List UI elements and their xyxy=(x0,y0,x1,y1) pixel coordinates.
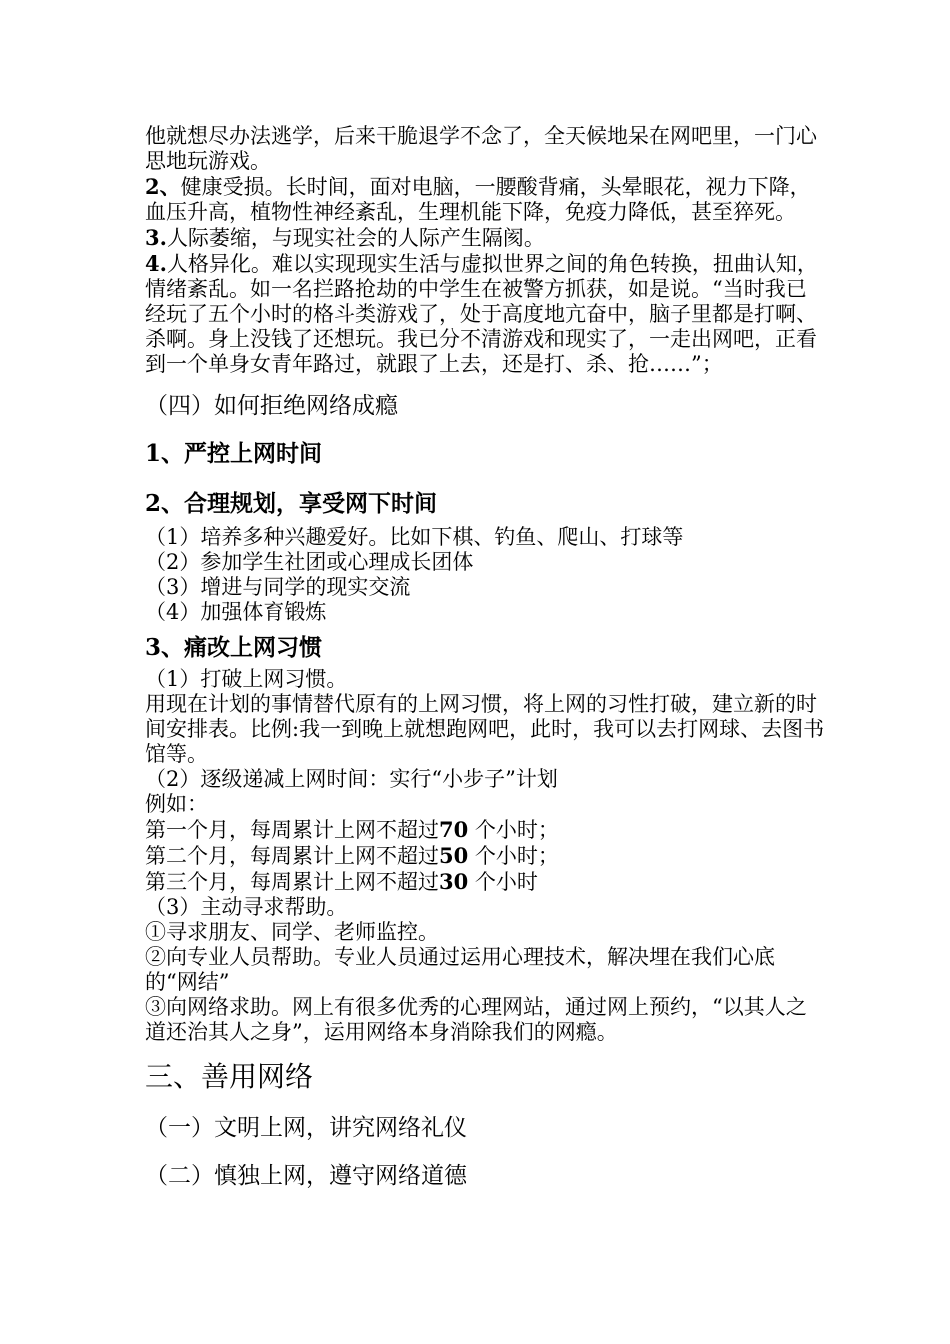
plan-text: 第二个月，每周累计上网不超过 xyxy=(145,844,439,868)
list-item: （3）增进与同学的现实交流 xyxy=(145,575,411,599)
item-text: 人际萎缩，与现实社会的人际产生隔阂。 xyxy=(166,226,545,250)
plan-unit: 个小时； xyxy=(474,844,559,868)
list-item: （2）参加学生社团或心理成长团体 xyxy=(145,550,474,574)
plan-unit: 个小时； xyxy=(474,818,559,842)
heading-refuse-addiction: （四）如何拒绝网络成瘾 xyxy=(145,393,398,419)
plan-hours: 30 xyxy=(439,869,469,894)
change-habits-section xyxy=(145,667,825,1045)
heading-plan-offline: 2、合理规划，享受网下时间 xyxy=(145,490,438,517)
month-2-plan xyxy=(145,843,825,869)
item-text: 人格异化。难以实现现实生活与虚拟世界之间的角色转换，扭曲认知，情绪紊乱。如一名拦路抢劫的中学生在被警方抓获，如是说。“当时我已经玩了五个小时的格斗类游戏了，处于高度地亢奋中，脑子里都是打啊、杀啊。身上没钱了还想玩。我已分不清游戏和现实了，一走出网吧，正看到一个单身女青年路过，就跟了上去，还是打、杀、抢……”； xyxy=(145,252,818,376)
plan-text: 第三个月，每周累计上网不超过 xyxy=(145,870,439,894)
list-item: （1）培养多种兴趣爱好。比如下棋、钓鱼、爬山、打球等 xyxy=(145,525,684,549)
help-item-professional: ②向专业人员帮助。专业人员通过运用心理技术，解决埋在我们心底的“网结” xyxy=(145,945,775,994)
item-text: 健康受损。长时间，面对电脑，一腰酸背痛，头晕眼花，视力下降，血压升高，植物性神经紊乱，生理机能下降，免疫力降低，甚至猝死。 xyxy=(145,175,811,224)
subheading-break-habit: （1）打破上网习惯。 xyxy=(145,667,348,691)
paragraph-health-damage xyxy=(145,174,825,225)
offline-activities-list xyxy=(145,525,825,625)
list-item: （4）加强体育锻炼 xyxy=(145,600,327,624)
heading-change-habits: 3、痛改上网习惯 xyxy=(145,634,323,661)
heading-use-network-well: 三、善用网络 xyxy=(145,1060,314,1093)
example-label: 例如： xyxy=(145,792,208,816)
help-item-friends: ①寻求朋友、同学、老师监控。 xyxy=(145,920,439,944)
subheading-reduce-time: （2）逐级递减上网时间：实行“小步子”计划 xyxy=(145,767,558,791)
month-3-plan xyxy=(145,869,825,895)
heading-civilized-online: （一）文明上网，讲究网络礼仪 xyxy=(145,1115,467,1141)
help-item-online: ③向网络求助。网上有很多优秀的心理网站，通过网上预约，“以其人之道还治其人之身”，运用网络本身消除我们的网瘾。 xyxy=(145,995,807,1044)
plan-unit: 个小时 xyxy=(474,870,538,894)
plan-text: 第一个月，每周累计上网不超过 xyxy=(145,818,439,842)
paragraph-escape-school: 他就想尽办法逃学，后来干脆退学不念了，全天候地呆在网吧里，一门心思地玩游戏。 xyxy=(145,124,817,173)
paragraph-social-shrink xyxy=(145,225,825,251)
heading-control-time: 1、严控上网时间 xyxy=(145,440,323,467)
subheading-seek-help: （3）主动寻求帮助。 xyxy=(145,895,348,919)
paragraph-break-habit: 用现在计划的事情替代原有的上网习惯，将上网的习性打破，建立新的时间安排表。比例:我一到晚上就想跑网吧，此时，我可以去打网球、去图书馆等。 xyxy=(145,692,825,766)
plan-hours: 50 xyxy=(439,843,469,868)
plan-hours: 70 xyxy=(439,817,469,842)
month-1-plan xyxy=(145,817,825,843)
item-number: 3. xyxy=(145,225,167,250)
item-number: 2、 xyxy=(145,174,181,199)
item-number: 4. xyxy=(145,251,167,276)
document-page xyxy=(145,124,825,1191)
heading-self-discipline-online: （二）慎独上网，遵守网络道德 xyxy=(145,1163,467,1189)
paragraph-personality xyxy=(145,251,825,377)
